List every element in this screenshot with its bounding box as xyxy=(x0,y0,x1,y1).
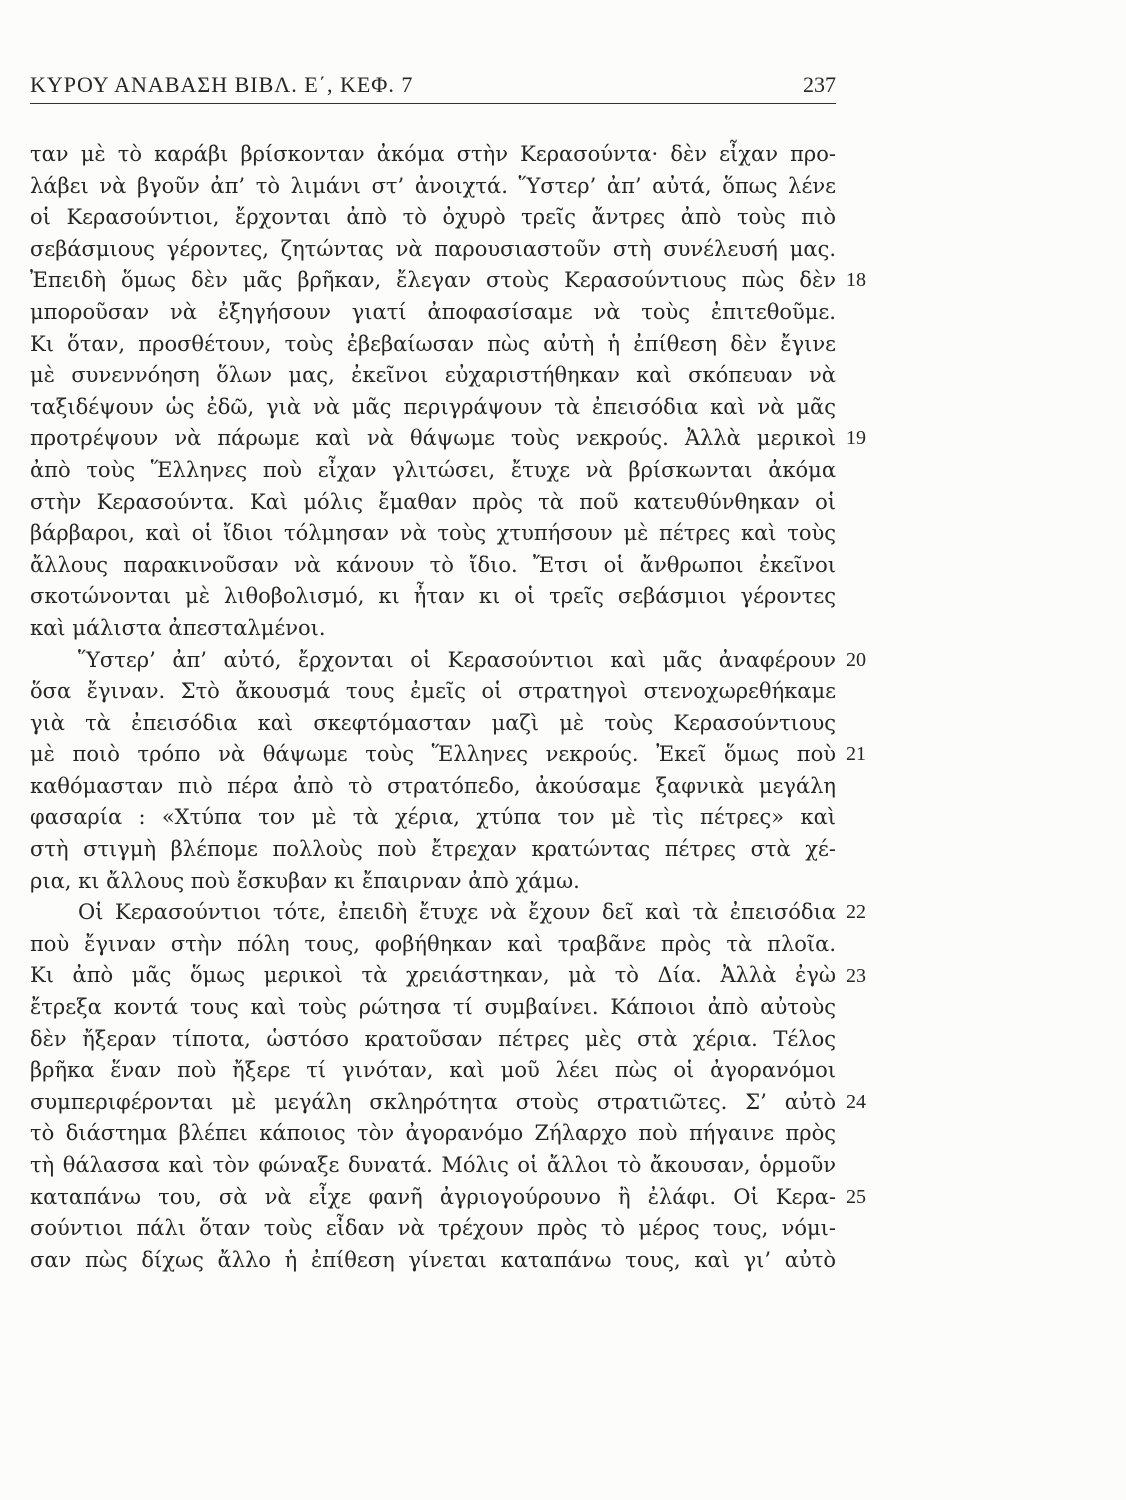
text-line: σεβάσμιους γέροντες, ζητώντας νὰ παρουσιαστοῦν στὴ συνέλευσή μας. xyxy=(30,236,836,261)
header-rule xyxy=(30,103,836,104)
text-line: καθόμασταν πιὸ πέρα ἀπὸ τὸ στρατόπεδο, ἀκούσαμε ξαφνικὰ μεγάλη xyxy=(30,773,836,798)
text-line: στὴν Κερασούντα. Καὶ μόλις ἔμαθαν πρὸς τὰ ποῦ κατευθύνθηκαν οἱ xyxy=(30,489,836,514)
text-line: σκοτώνονται μὲ λιθοβολισμό, κι ἦταν κι οἱ τρεῖς σεβάσμιοι γέροντες xyxy=(30,584,836,609)
section-number: 20 xyxy=(846,648,866,671)
text-line: συμπεριφέρονται μὲ μεγάλη σκληρότητα στοὺς στρατιῶτες. Σ’ αὐτὸ xyxy=(30,1089,836,1114)
running-header xyxy=(30,72,836,102)
text-line: ἀπὸ τοὺς Ἕλληνες ποὺ εἶχαν γλιτώσει, ἔτυχε νὰ βρίσκωνται ἀκόμα xyxy=(30,457,836,482)
text-line: ταν μὲ τὸ καράβι βρίσκονταν ἀκόμα στὴν Κερασούντα· δὲν εἶχαν προ- xyxy=(30,142,836,166)
text-body xyxy=(30,139,836,1276)
text-line: τὸ διάστημα βλέπει κάποιος τὸν ἀγορανόμο Ζήλαρχο ποὺ πήγαινε πρὸς xyxy=(30,1121,836,1146)
text-line: Κι ἀπὸ μᾶς ὅμως μερικοὶ τὰ χρειάστηκαν, μὰ τὸ Δία. Ἀλλὰ ἐγὼ xyxy=(30,963,836,988)
text-line: ὅσα ἔγιναν. Στὸ ἄκουσμά τους ἐμεῖς οἱ στρατηγοὶ στενοχωρεθήκαμε xyxy=(30,679,836,704)
text-line: Ὕστερ’ ἀπ’ αὐτό, ἔρχονται οἱ Κερασούντιοι καὶ μᾶς ἀναφέρουν xyxy=(78,647,836,672)
text-line: σούντιοι πάλι ὅταν τοὺς εἶδαν νὰ τρέχουν πρὸς τὸ μέρος τους, νόμι- xyxy=(30,1216,836,1241)
text-line: δὲν ἤξεραν τίποτα, ὡστόσο κρατοῦσαν πέτρες μὲς στὰ χέρια. Τέλος xyxy=(30,1026,836,1051)
text-line: καταπάνω του, σὰ νὰ εἶχε φανῆ ἀγριογούρουνο ἢ ἐλάφι. Οἱ Κερα- xyxy=(30,1184,836,1209)
section-number: 23 xyxy=(846,964,866,987)
section-number: 21 xyxy=(846,743,866,766)
text-line: μὲ ποιὸ τρόπο νὰ θάψωμε τοὺς Ἕλληνες νεκρούς. Ἐκεῖ ὅμως ποὺ xyxy=(30,742,836,767)
text-line: τὴ θάλασσα καὶ τὸν φώναξε δυνατά. Μόλις οἱ ἄλλοι τὸ ἄκουσαν, ὁρμοῦν xyxy=(30,1153,836,1177)
page-number: 237 xyxy=(803,72,836,97)
text-line: ἔτρεξα κοντά τους καὶ τοὺς ρώτησα τί συμβαίνει. Κάποιοι ἀπὸ αὐτοὺς xyxy=(30,995,836,1020)
section-number: 19 xyxy=(846,427,866,450)
text-line: Ἐπειδὴ ὅμως δὲν μᾶς βρῆκαν, ἔλεγαν στοὺς Κερασούντιους πὼς δὲν xyxy=(30,268,836,293)
text-line: ταξιδέψουν ὡς ἐδῶ, γιὰ νὰ μᾶς περιγράψουν τὰ ἐπεισόδια καὶ νὰ μᾶς xyxy=(30,394,836,419)
text-line: σαν πὼς δίχως ἄλλο ἡ ἐπίθεση γίνεται καταπάνω τους, καὶ γι’ αὐτὸ xyxy=(30,1247,836,1272)
text-line: γιὰ τὰ ἐπεισόδια καὶ σκεφτόμασταν μαζὶ μὲ τοὺς Κερασούντιους xyxy=(30,710,836,735)
section-number: 25 xyxy=(846,1185,866,1208)
text-line: βρῆκα ἕναν ποὺ ἤξερε τί γινόταν, καὶ μοῦ λέει πὼς οἱ ἀγορανόμοι xyxy=(30,1058,836,1083)
text-line: ποὺ ἔγιναν στὴν πόλη τους, φοβήθηκαν καὶ τραβᾶνε πρὸς τὰ πλοῖα. xyxy=(30,931,836,956)
text-line: οἱ Κερασούντιοι, ἔρχονται ἀπὸ τὸ ὀχυρὸ τρεῖς ἄντρες ἀπὸ τοὺς πιὸ xyxy=(30,205,836,230)
header-title: ΚΥΡΟΥ ΑΝΑΒΑΣΗ ΒΙΒΛ. Ε΄, ΚΕΦ. 7 xyxy=(30,72,414,97)
text-line: φασαρία : «Χτύπα τον μὲ τὰ χέρια, χτύπα τον μὲ τὶς πέτρες» καὶ xyxy=(30,805,836,830)
text-line: λάβει νὰ βγοῦν ἀπ’ τὸ λιμάνι στ’ ἀνοιχτά. Ὕστερ’ ἀπ’ αὐτά, ὅπως λένε xyxy=(30,173,836,198)
text-line: μὲ συνεννόηση ὅλων μας, ἐκεῖνοι εὐχαριστήθηκαν καὶ σκόπευαν νὰ xyxy=(30,363,836,388)
text-line: μποροῦσαν νὰ ἐξηγήσουν γιατί ἀποφασίσαμε νὰ τοὺς ἐπιτεθοῦμε. xyxy=(30,299,836,324)
text-line: ρια, κι ἄλλους ποὺ ἔσκυβαν κι ἔπαιρναν ἀπὸ χάμω. xyxy=(30,868,580,893)
text-line: καὶ μάλιστα ἀπεσταλμένοι. xyxy=(30,615,326,640)
section-number: 18 xyxy=(846,269,866,292)
text-line: ἄλλους παρακινοῦσαν νὰ κάνουν τὸ ἴδιο. Ἔτσι οἱ ἄνθρωποι ἐκεῖνοι xyxy=(30,552,836,577)
text-line: προτρέψουν νὰ πάρωμε καὶ νὰ θάψωμε τοὺς νεκρούς. Ἀλλὰ μερικοὶ xyxy=(30,426,836,451)
text-line: στὴ στιγμὴ βλέπομε πολλοὺς ποὺ ἔτρεχαν κρατώντας πέτρες στὰ χέ- xyxy=(30,837,836,862)
section-number: 24 xyxy=(846,1091,866,1113)
text-line: βάρβαροι, καὶ οἱ ἴδιοι τόλμησαν νὰ τοὺς χτυπήσουν μὲ πέτρες καὶ τοὺς xyxy=(30,521,836,546)
text-line: Οἱ Κερασούντιοι τότε, ἐπειδὴ ἔτυχε νὰ ἔχουν δεῖ καὶ τὰ ἐπεισόδια xyxy=(78,900,836,925)
section-number: 22 xyxy=(846,901,866,924)
text-line: Κι ὅταν, προσθέτουν, τοὺς ἐβεβαίωσαν πὼς αὐτὴ ἡ ἐπίθεση δὲν ἔγινε xyxy=(30,331,836,356)
